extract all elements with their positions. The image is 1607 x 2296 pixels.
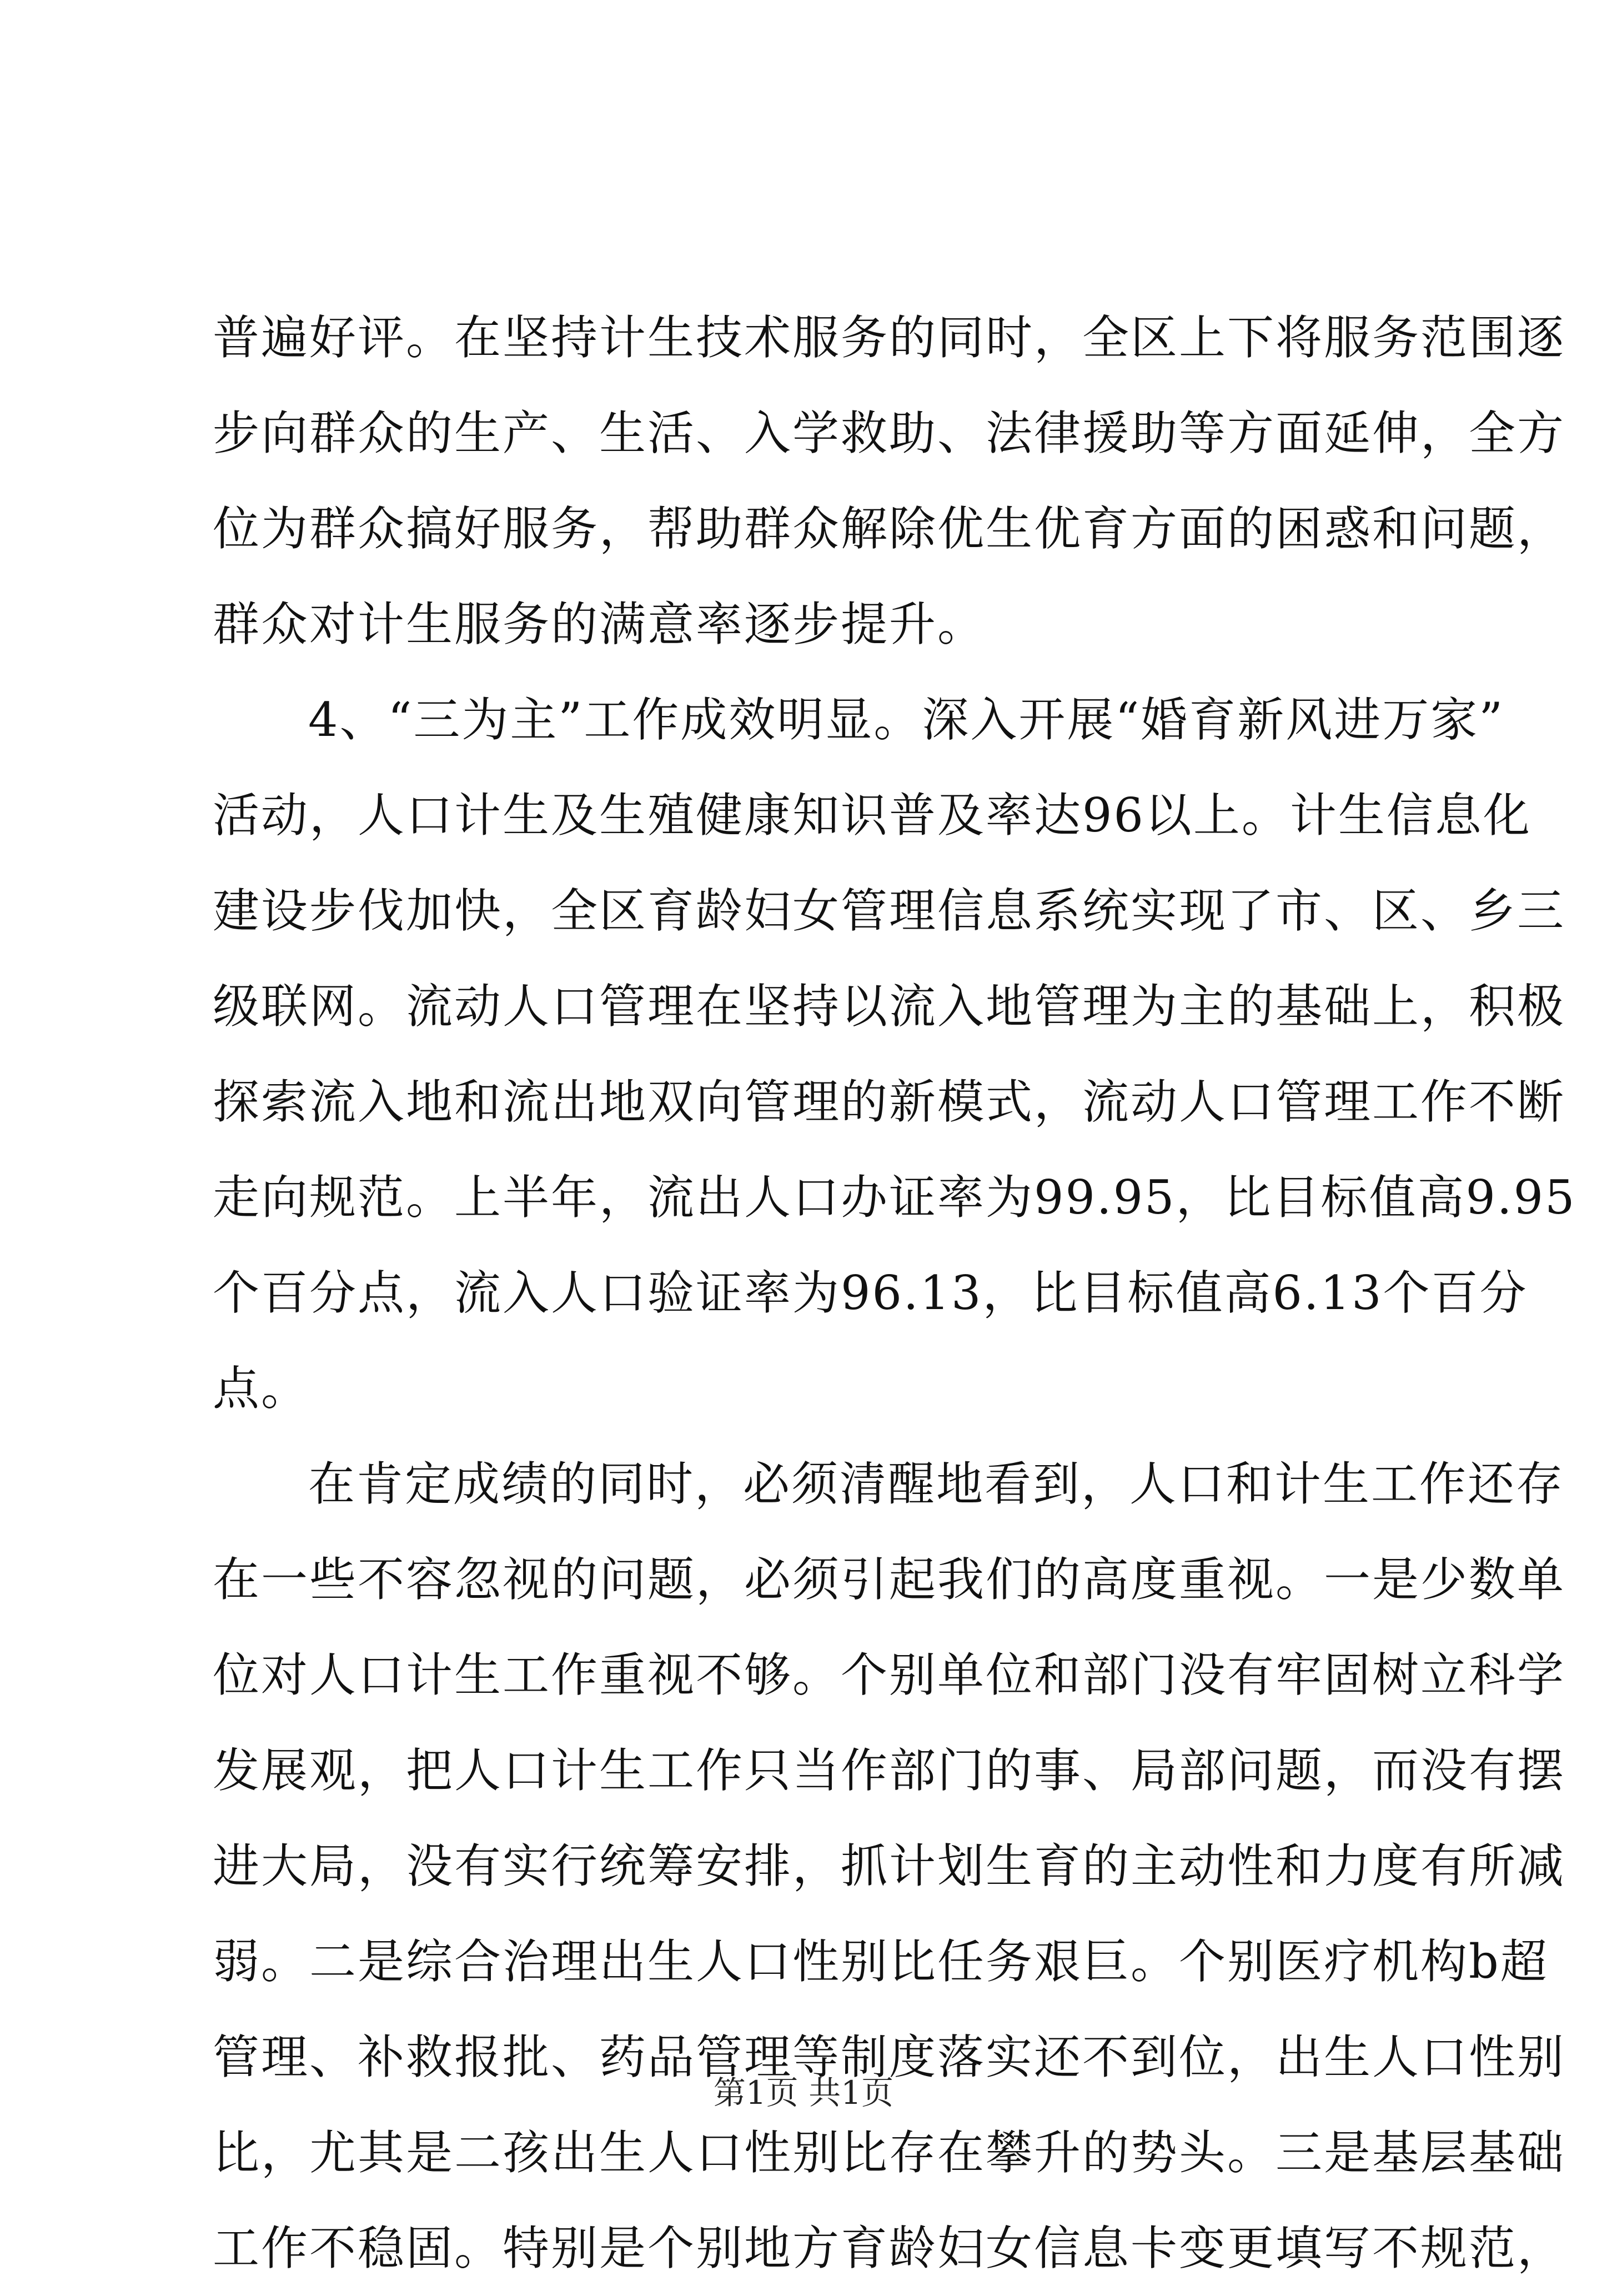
text-line: 探索流入地和流出地双向管理的新模式，流动人口管理工作不断	[213, 1075, 1566, 1129]
text-line: 普遍好评。在坚持计生技术服务的同时，全区上下将服务范围逐	[213, 310, 1566, 365]
text-line: 位对人口计生工作重视不够。个别单位和部门没有牢固树立科学	[213, 1648, 1566, 1702]
text-line: 在一些不容忽视的问题，必须引起我们的高度重视。一是少数单	[213, 1552, 1566, 1607]
text-line: 工作不稳固。特别是个别地方育龄妇女信息卡变更填写不规范，	[213, 2221, 1566, 2275]
text-line: 群众对计生服务的满意率逐步提升。	[213, 597, 986, 651]
text-line: 进大局，没有实行统筹安排，抓计划生育的主动性和力度有所减	[213, 1839, 1566, 1893]
text-line: 4、“三为主”工作成效明显。深入开展“婚育新风进万家”	[308, 693, 1505, 747]
text-line: 发展观，把人口计生工作只当作部门的事、局部问题，而没有摆	[213, 1743, 1566, 1798]
document-body	[213, 290, 1576, 2296]
text-line: 走向规范。上半年，流出人口办证率为99.95，比目标值高9.95	[213, 1170, 1576, 1225]
text-line: 点。	[213, 1361, 310, 1416]
text-line: 在肯定成绩的同时，必须清醒地看到，人口和计生工作还存	[308, 1457, 1565, 1511]
text-line: 活动，人口计生及生殖健康知识普及率达96以上。计生信息化	[213, 788, 1531, 843]
page-footer: 第1页 共1页	[713, 2074, 894, 2112]
text-line: 个百分点，流入人口验证率为96.13，比目标值高6.13个百分	[213, 1266, 1528, 1320]
text-line: 建设步伐加快，全区育龄妇女管理信息系统实现了市、区、乡三	[213, 884, 1566, 938]
text-line: 级联网。流动人口管理在坚持以流入地管理为主的基础上，积极	[213, 979, 1566, 1034]
text-line: 弱。二是综合治理出生人口性别比任务艰巨。个别医疗机构b超	[213, 1934, 1549, 1989]
text-line: 步向群众的生产、生活、入学救助、法律援助等方面延伸，全方	[213, 406, 1566, 460]
text-line: 位为群众搞好服务，帮助群众解除优生优育方面的困惑和问题，	[213, 502, 1566, 556]
text-line: 管理、补救报批、药品管理等制度落实还不到位，出生人口性别	[213, 2030, 1566, 2084]
text-line: 比，尤其是二孩出生人口性别比存在攀升的势头。三是基层基础	[213, 2125, 1566, 2180]
